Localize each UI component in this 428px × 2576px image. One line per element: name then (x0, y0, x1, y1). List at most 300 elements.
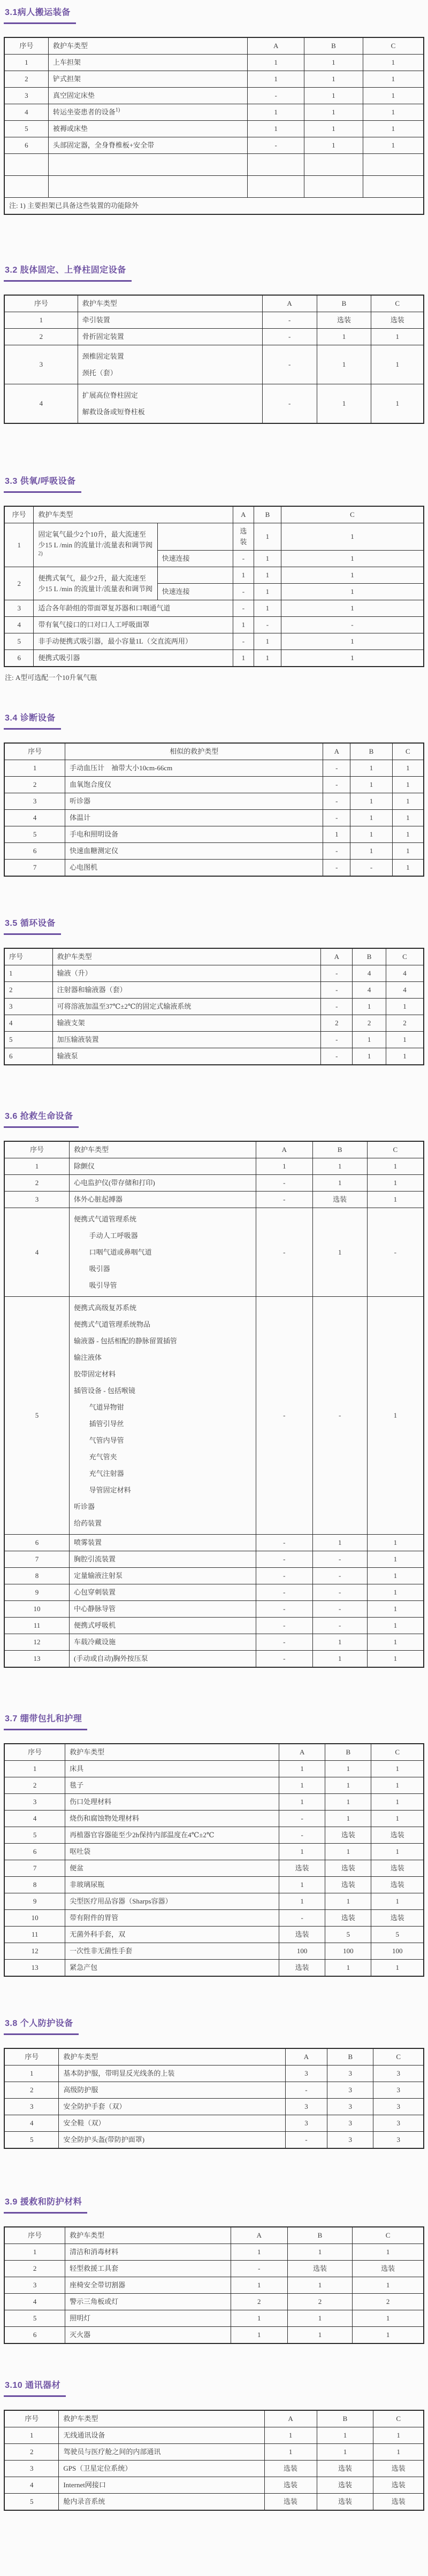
item-text: 快速血糖测定仪 (70, 847, 119, 855)
item-text: 输液（升） (57, 969, 92, 977)
serial-cell: 2 (4, 982, 52, 999)
qty-cell: 选装 (373, 2494, 424, 2511)
item-cell (78, 384, 262, 424)
qty-cell: 1 (325, 1794, 371, 1811)
footnote-ref: 2) (38, 551, 43, 557)
item-text: 便携式吸引器 (38, 654, 80, 662)
item-text: 上车担架 (52, 58, 81, 66)
serial-cell: 4 (4, 384, 78, 424)
item-line (70, 862, 318, 873)
column-header: C (367, 1141, 424, 1158)
section-3.2 (4, 262, 424, 424)
item-cell (65, 810, 323, 826)
item-text: 手电和照明设备 (70, 830, 119, 838)
qty-cell: 4 (386, 982, 424, 999)
item-cell (65, 1844, 279, 1860)
item-line (74, 1449, 251, 1465)
qty-cell: - (256, 1175, 312, 1192)
equipment-table-3.7 (4, 1743, 424, 1977)
equipment-table-3.2 (4, 295, 424, 424)
qty-cell: 1 (254, 633, 281, 650)
table-row (4, 329, 424, 345)
item-line (70, 2247, 226, 2257)
item-text: 带有附件的胃管 (70, 1914, 119, 1922)
item-line (74, 1178, 251, 1188)
item-cell (52, 982, 321, 999)
serial-cell: 5 (4, 2494, 59, 2511)
section-title: 3.2 肢体固定、上脊柱固定设备 (4, 262, 132, 282)
table-row (4, 1048, 424, 1065)
qty-cell: 1 (254, 567, 281, 584)
table-row (4, 1601, 424, 1618)
serial-cell: 2 (4, 2444, 59, 2461)
serial-cell: 3 (4, 600, 34, 617)
item-text: 气道异物钳 (89, 1403, 124, 1411)
section-heading (4, 2194, 424, 2214)
item-line (38, 620, 228, 630)
item-text: 便携式气道管理系统 (74, 1215, 137, 1223)
qty-cell: 1 (281, 650, 424, 667)
qty-cell: 1 (325, 1777, 371, 1794)
table-row (4, 2099, 424, 2115)
item-line (74, 1227, 251, 1244)
table-row (4, 1811, 424, 1827)
qty-cell: 1 (367, 1297, 424, 1535)
item-cell (52, 999, 321, 1015)
item-line (74, 1537, 251, 1548)
item-text: 座椅安全带切割器 (70, 2281, 126, 2289)
equipment-table-3.10 (4, 2410, 424, 2511)
serial-cell: 5 (4, 2132, 59, 2149)
serial-cell: 6 (4, 1048, 52, 1065)
empty-cell (248, 154, 304, 176)
item-line (74, 1333, 251, 1349)
qty-cell: 选装 (325, 1860, 371, 1877)
section-3.7 (4, 1711, 424, 1977)
table-row (4, 1777, 424, 1794)
qty-cell: - (323, 760, 350, 777)
empty-cell (363, 154, 424, 176)
equipment-table-3.4 (4, 742, 424, 877)
item-line (74, 1415, 251, 1432)
item-text: 听诊器 (74, 1503, 95, 1511)
item-cell (65, 1927, 279, 1943)
column-header: 救护车类型 (59, 2048, 285, 2066)
qty-cell: 选装 (312, 1192, 367, 1208)
item-cell (65, 826, 323, 843)
item-line (70, 2330, 226, 2340)
item-line (63, 2463, 259, 2474)
table-row (4, 121, 424, 137)
qty-cell: 3 (327, 2115, 373, 2132)
section-3.6 (4, 1108, 424, 1668)
empty-row (4, 176, 424, 198)
qty-cell: 1 (367, 1192, 424, 1208)
qty-cell: 4 (353, 982, 386, 999)
sub-item-cell (157, 523, 233, 551)
serial-cell: 1 (4, 2244, 65, 2261)
qty-cell: 1 (231, 2310, 287, 2327)
item-line (70, 1962, 274, 1973)
item-cell (65, 1761, 279, 1777)
item-line (82, 348, 258, 365)
table-row (4, 1844, 424, 1860)
item-cell (48, 104, 247, 121)
qty-cell: 5 (325, 1927, 371, 1943)
item-cell (48, 121, 247, 137)
column-header: 序号 (4, 2227, 65, 2244)
item-cell (78, 312, 262, 329)
table-row (4, 55, 424, 71)
serial-cell: 2 (4, 2082, 59, 2099)
qty-cell: 1 (353, 1032, 386, 1048)
qty-cell: 1 (371, 384, 424, 424)
table-row (4, 1651, 424, 1668)
qty-cell: 2 (231, 2294, 287, 2310)
serial-cell: 5 (4, 633, 34, 650)
qty-cell: 1 (312, 1175, 367, 1192)
item-line (74, 1399, 251, 1415)
item-text: 适合各年龄组的带面罩复苏器和口咽通气道 (38, 604, 171, 612)
item-cell (59, 2427, 264, 2444)
item-cell (65, 777, 323, 793)
qty-cell: 3 (327, 2099, 373, 2115)
qty-cell: - (262, 329, 317, 345)
qty-cell: 1 (256, 1158, 312, 1175)
item-cell (52, 1048, 321, 1065)
qty-cell: - (256, 1208, 312, 1297)
item-line (82, 365, 258, 381)
item-text: 真空固定床垫 (52, 91, 95, 99)
qty-cell: 1 (264, 2444, 317, 2461)
item-text: 中心静脉导管 (74, 1605, 116, 1613)
qty-cell: 1 (325, 1844, 371, 1860)
item-text: 便携式气道管理系统物品 (74, 1320, 151, 1328)
item-cell (34, 523, 157, 567)
qty-cell: 1 (248, 55, 304, 71)
item-text: 输液器 - 包括相配的静脉留置插管 (74, 1337, 177, 1345)
item-line (70, 1846, 274, 1857)
qty-cell: 1 (386, 999, 424, 1015)
item-text: 心包穿刺装置 (74, 1588, 116, 1596)
item-line (53, 57, 243, 68)
qty-cell: 1 (317, 384, 371, 424)
table-row (4, 2294, 424, 2310)
qty-cell: 1 (367, 1651, 424, 1668)
qty-cell: - (321, 1032, 353, 1048)
item-text: 一次性非无菌性手套 (70, 1947, 133, 1955)
item-cell (70, 1584, 256, 1601)
serial-cell: 7 (4, 1551, 70, 1568)
item-line (74, 1316, 251, 1333)
serial-cell: 6 (4, 1535, 70, 1551)
qty-cell: - (312, 1584, 367, 1601)
item-line (57, 1051, 317, 1062)
qty-cell: 1 (350, 843, 392, 860)
equipment-table-3.1 (4, 37, 424, 215)
item-line (70, 1813, 274, 1824)
qty-cell: 1 (353, 2244, 424, 2261)
qty-cell: 1 (279, 1761, 325, 1777)
section-title: 3.1病人搬运装备 (4, 4, 76, 24)
serial-cell: 8 (4, 1568, 70, 1584)
table-row (4, 999, 424, 1015)
qty-cell: 3 (373, 2099, 424, 2115)
item-text: 便盆 (70, 1864, 84, 1872)
qty-cell: - (321, 965, 353, 982)
qty-cell: 2 (386, 1015, 424, 1032)
qty-cell: 1 (279, 1893, 325, 1910)
serial-cell: 5 (4, 121, 48, 137)
item-line (70, 1879, 274, 1890)
column-header: B (325, 1744, 371, 1761)
table-row (4, 1551, 424, 1568)
serial-cell: 10 (4, 1601, 70, 1618)
table-row (4, 600, 424, 617)
item-cell (34, 600, 233, 617)
item-line (63, 2101, 280, 2112)
table-row (4, 1618, 424, 1634)
item-cell (65, 1960, 279, 1977)
qty-cell: 选装 (279, 1960, 325, 1977)
column-header: 序号 (4, 2410, 59, 2427)
table-row (4, 1794, 424, 1811)
item-cell (59, 2444, 264, 2461)
item-line (74, 1366, 251, 1382)
qty-cell: - (248, 88, 304, 104)
serial-cell: 3 (4, 999, 52, 1015)
qty-cell: - (367, 1208, 424, 1297)
qty-cell: 3 (285, 2066, 327, 2082)
qty-cell: 1 (386, 1032, 424, 1048)
item-text: 胸腔引流装置 (74, 1555, 116, 1563)
section-heading (4, 1711, 424, 1730)
column-header: C (371, 295, 424, 312)
serial-cell: 3 (4, 88, 48, 104)
item-line (70, 1763, 274, 1774)
column-header: A (248, 37, 304, 55)
item-text: 无线通讯设备 (63, 2431, 105, 2439)
serial-cell: 1 (4, 312, 78, 329)
table-row (4, 617, 424, 633)
item-line (63, 2068, 280, 2079)
qty-cell: 1 (317, 329, 371, 345)
item-cell (70, 1158, 256, 1175)
qty-cell: - (256, 1618, 312, 1634)
qty-cell: 1 (304, 55, 363, 71)
item-text: 颈托（套） (82, 369, 117, 377)
qty-cell: 3 (327, 2082, 373, 2099)
serial-cell: 1 (4, 1761, 65, 1777)
qty-cell: - (233, 551, 254, 567)
table-header-row (4, 506, 424, 523)
serial-cell: 1 (4, 2427, 59, 2444)
qty-cell: 选装 (233, 523, 254, 551)
item-line (57, 1018, 317, 1028)
serial-cell: 5 (4, 1827, 65, 1844)
item-cell (70, 1618, 256, 1634)
item-text: 加压输液装置 (57, 1035, 99, 1043)
item-line (57, 1034, 317, 1045)
item-text: 床具 (70, 1765, 84, 1773)
section-heading (4, 473, 424, 493)
qty-cell: - (312, 1551, 367, 1568)
qty-cell: - (312, 1601, 367, 1618)
item-line (63, 2085, 280, 2095)
section-title: 3.9 援救和防护材料 (4, 2194, 87, 2214)
qty-cell: 2 (353, 2294, 424, 2310)
table-header-row (4, 295, 424, 312)
item-text: 输液泵 (57, 1052, 78, 1060)
qty-cell: - (285, 2082, 327, 2099)
table-row (4, 1015, 424, 1032)
serial-cell: 11 (4, 1927, 65, 1943)
serial-cell: 3 (4, 2461, 59, 2477)
qty-cell: 选装 (279, 1927, 325, 1943)
item-cell (59, 2132, 285, 2149)
serial-cell: 3 (4, 2099, 59, 2115)
item-text: 插管引导丝 (89, 1420, 124, 1428)
table-row (4, 2310, 424, 2327)
qty-cell: 1 (367, 1634, 424, 1651)
item-text: 带有氧气接口的口对口人工呼吸面罩 (38, 621, 150, 629)
item-line (74, 1587, 251, 1598)
qty-cell: 1 (325, 1811, 371, 1827)
column-header: 救护车类型 (65, 2227, 231, 2244)
item-cell (48, 71, 247, 88)
qty-cell: 1 (281, 523, 424, 551)
qty-cell: 1 (264, 2427, 317, 2444)
empty-row (4, 154, 424, 176)
item-cell (78, 329, 262, 345)
item-line (70, 846, 318, 856)
item-text: 定量输液注射泵 (74, 1572, 123, 1580)
column-header: B (353, 948, 386, 965)
table-row (4, 1877, 424, 1893)
qty-cell: 1 (304, 88, 363, 104)
qty-cell: 1 (353, 1048, 386, 1065)
table-row (4, 1827, 424, 1844)
qty-cell: 选装 (373, 2461, 424, 2477)
item-cell (48, 137, 247, 154)
item-text: 牵引装置 (82, 316, 110, 324)
qty-cell: 100 (325, 1943, 371, 1960)
serial-cell: 6 (4, 650, 34, 667)
item-cell (65, 1893, 279, 1910)
column-header: B (317, 2410, 373, 2427)
item-cell (78, 345, 262, 384)
table-row (4, 793, 424, 810)
item-line (70, 2263, 226, 2274)
qty-cell: 选装 (264, 2494, 317, 2511)
item-cell (65, 1811, 279, 1827)
column-header: 救护车类型 (52, 948, 321, 965)
column-header: B (254, 506, 281, 523)
item-line (74, 1515, 251, 1531)
qty-cell: 1 (392, 777, 424, 793)
item-cell (65, 2277, 231, 2294)
qty-cell: 1 (281, 551, 424, 567)
item-line (70, 1780, 274, 1791)
item-text: 充气注射器 (89, 1469, 124, 1477)
column-header: 序号 (4, 743, 65, 760)
qty-cell: 1 (367, 1584, 424, 1601)
qty-cell: 3 (327, 2132, 373, 2149)
item-text: 插管设备 - 包括喉镜 (74, 1387, 135, 1395)
qty-cell: - (262, 384, 317, 424)
qty-cell: 1 (233, 650, 254, 667)
column-header: 序号 (4, 2048, 59, 2066)
item-text: 头部固定器，全身脊椎板+安全带 (52, 141, 155, 149)
table-row (4, 1910, 424, 1927)
item-text: 扩展高位脊柱固定 (82, 391, 138, 399)
serial-cell: 4 (4, 810, 65, 826)
table-row (4, 810, 424, 826)
serial-cell: 5 (4, 1032, 52, 1048)
qty-cell: - (233, 633, 254, 650)
item-text: 体温计 (70, 814, 91, 822)
section-title: 3.10 通讯器材 (4, 2377, 66, 2397)
serial-cell: 7 (4, 1860, 65, 1877)
item-text: 安全防护手套（双） (63, 2102, 126, 2110)
qty-cell: 1 (279, 1844, 325, 1860)
qty-cell: 1 (281, 567, 424, 584)
qty-cell: - (256, 1551, 312, 1568)
item-text: 心电图机 (70, 863, 98, 871)
qty-cell: 选装 (325, 1910, 371, 1927)
qty-cell: 1 (371, 1794, 424, 1811)
item-cell (65, 843, 323, 860)
equipment-table-3.6 (4, 1141, 424, 1668)
item-text: 除颤仪 (74, 1162, 95, 1170)
item-line (74, 1482, 251, 1498)
item-line (74, 1465, 251, 1482)
item-text: 胶带固定材料 (74, 1370, 116, 1378)
item-cell (65, 2261, 231, 2277)
qty-cell: - (256, 1192, 312, 1208)
item-text: 输液支架 (57, 1019, 85, 1027)
qty-cell: - (279, 1910, 325, 1927)
table-row (4, 1860, 424, 1877)
qty-cell: 1 (312, 1208, 367, 1297)
item-text: 可将溶液加温至37℃±2℃的固定式输液系统 (57, 1002, 192, 1010)
qty-cell: - (233, 584, 254, 600)
section-3.5 (4, 915, 424, 1065)
column-header: C (371, 1744, 424, 1761)
item-line (70, 2296, 226, 2307)
table-row (4, 1584, 424, 1601)
qty-cell: 选装 (371, 1827, 424, 1844)
qty-cell: 1 (312, 1634, 367, 1651)
qty-cell: 1 (367, 1551, 424, 1568)
qty-cell: 1 (350, 793, 392, 810)
section-3.8 (4, 2015, 424, 2149)
table-row (4, 1893, 424, 1910)
qty-cell: 1 (367, 1568, 424, 1584)
item-line (38, 653, 228, 663)
item-cell (65, 1827, 279, 1844)
item-line (74, 1382, 251, 1399)
item-line (57, 968, 317, 979)
qty-cell: 1 (325, 1960, 371, 1977)
item-line (70, 2280, 226, 2291)
item-text: 无菌外科手套，双 (70, 1930, 126, 1938)
item-text: 气管内导管 (89, 1436, 124, 1444)
qty-cell: 1 (392, 860, 424, 877)
qty-cell: 1 (248, 121, 304, 137)
qty-cell: 1 (317, 345, 371, 384)
item-cell (34, 650, 233, 667)
